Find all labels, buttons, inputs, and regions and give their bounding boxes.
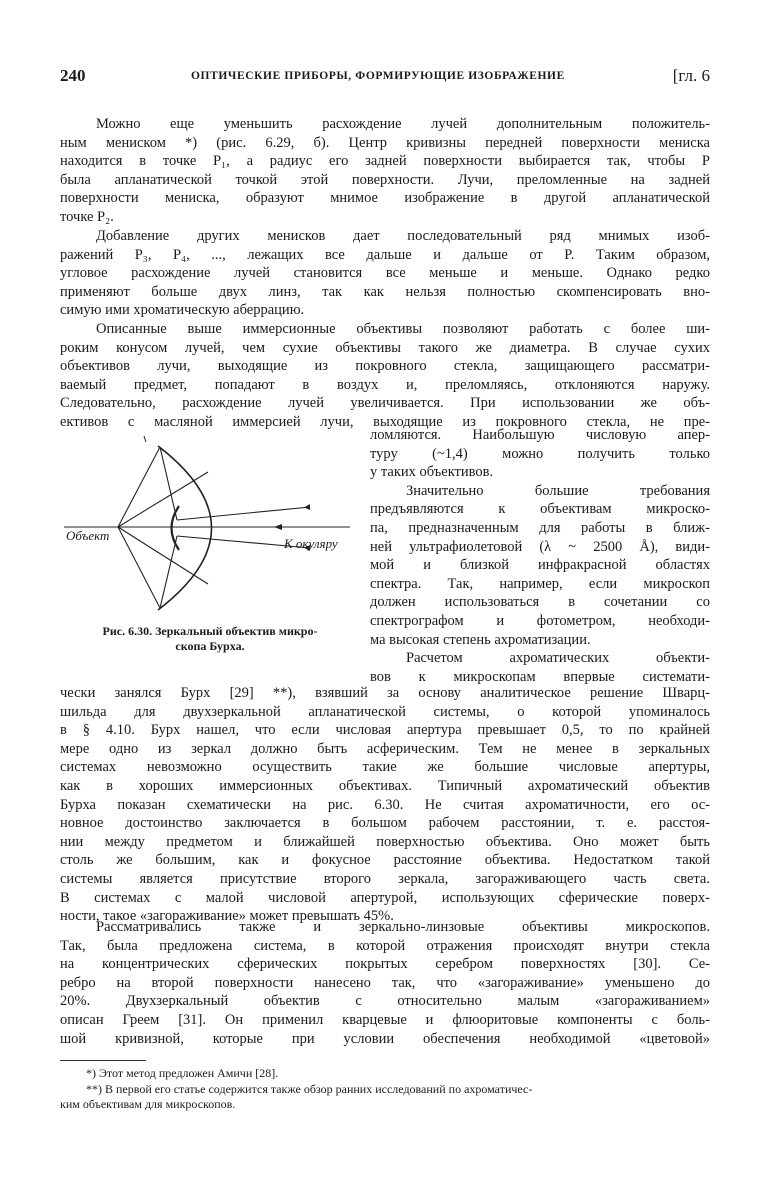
text-line: поверхности мениска, образуют мнимое изображение в другой апланатической — [60, 190, 710, 207]
footnote-2-cont: ким объективам для микроскопов. — [60, 1097, 236, 1111]
footnote-2: **) В первой его статье содержится также обзор ранних исследований по ахроматичес- — [86, 1081, 533, 1096]
text-line: системы является присутствие второго зеркала, загораживающего часть света. — [60, 870, 710, 887]
chapter-marker: [гл. 6 — [672, 66, 710, 85]
text-line: спектрографом и фотометром, необходи- — [370, 612, 710, 629]
text-line: в § 4.10. Бурх нашел, что если числовая апертура превышает 0,5, то по крайней — [60, 722, 710, 739]
text-line: В системах с малой числовой апертурой, использующих сферические поверх- — [60, 889, 710, 906]
text-line: шой кривизной, которые при условии обеспечения необходимой «цветовой» — [60, 1030, 710, 1047]
figure-6-30 — [60, 432, 360, 622]
text-line: Значительно большие требования — [406, 482, 710, 499]
text-line: находится в точке P₁, а радиус его задней поверхности выбирается так, чтобы P — [60, 153, 710, 170]
text-line: спектра. Так, например, если микроскоп — [370, 575, 710, 592]
text-line: ражений P₃, P₄, ..., лежащих все дальше и дальше от P. Таким образом, — [60, 246, 710, 263]
text-line: ломляются. Наибольшую числовую апер- — [370, 427, 710, 443]
text-line: столь же большим, как и фокусное расстояние объектива. Недостатком такой — [60, 852, 710, 869]
text-line: Бурха показан схематически на рис. 6.30. Не считая ахроматичности, его ос- — [60, 796, 710, 813]
text-line: должен использоваться в сочетании со — [370, 594, 710, 611]
page-number: 240 — [60, 66, 86, 85]
text-line: Описанные выше иммерсионные объективы позволяют работать с более ши- — [96, 321, 710, 337]
text-line: 20%. Двухзеркальный объектив с относительно малым «загораживанием» — [60, 993, 710, 1010]
text-line: объективов лучи, выходящие из покровного стекла, защищающего рассматри- — [60, 358, 710, 375]
text-line: ности, такое «загораживание» может превышать 45%. — [60, 908, 394, 925]
burch-objective-diagram — [60, 432, 360, 622]
text-line: была апланатической точкой этой поверхности. Лучи, преломленные на задней — [60, 171, 710, 188]
running-header — [60, 66, 710, 92]
text-line: новное достоинство заключается в большом рабочем расстоянии, т. е. расстоя- — [60, 815, 710, 832]
label-object: Объект — [66, 528, 110, 543]
text-line: туру (~1,4) можно получить только — [370, 445, 710, 462]
text-line: ребро на второй поверхности нанесено так, что «загораживание» уменьшено до — [60, 974, 710, 991]
text-line: ным мениском *) (рис. 6.29, б). Центр кривизны передней поверхности мениска — [60, 134, 710, 151]
figure-caption — [60, 624, 360, 654]
text-line: ективов с масляной иммерсией лучи, выходящие из покровного стекла, не пре- — [60, 413, 710, 430]
text-line: ней ультрафиолетовой (λ ~ 2500 Å), види- — [370, 538, 710, 555]
text-line: как в хороших иммерсионных объективах. Типичный ахроматический объектив — [60, 777, 710, 794]
text-line: Рассматривались также и зеркально-линзовые объективы микроскопов. — [96, 919, 710, 935]
text-line: Можно еще уменьшить расхождение лучей дополнительным положитель- — [96, 116, 710, 132]
text-line: точке P₂. — [60, 208, 114, 225]
text-line: мере одно из зеркал должно быть асферическим. Тем не менее в зеркальных — [60, 740, 710, 757]
text-line: Расчетом ахроматических объекти- — [406, 650, 710, 667]
text-line: угловое расхождение лучей становится все меньше и меньше. Однако редко — [60, 265, 710, 282]
text-line: па, предназначенным для работы в ближ- — [370, 519, 710, 536]
caption-line: Рис. 6.30. Зеркальный объектив микро- — [102, 624, 318, 638]
text-line: предъявляются к объективам микроско- — [370, 501, 710, 518]
text-line: чески занялся Бурх [29] **), взявший за основу аналитическое решение Шварц- — [60, 685, 710, 701]
text-line: системах невозможно осуществить такие же большие числовые апертуры, — [60, 759, 710, 776]
text-line: ваемый предмет, попадают в воздух и, преломляясь, отклоняются наружу. — [60, 376, 710, 393]
text-line: на концентрических сферических покрытых серебром поверхностях [30]. Се- — [60, 956, 710, 973]
footnote-1: *) Этот метод предложен Амичи [28]. — [86, 1066, 279, 1080]
text-line: Следовательно, расхождение лучей увеличивается. При использовании же объ- — [60, 395, 710, 412]
arrow-to-eyepiece-icon — [274, 524, 282, 530]
footnotes — [60, 1066, 710, 1113]
label-to-eyepiece: К окуляру — [284, 536, 338, 551]
wrapped-text-column — [370, 426, 710, 686]
paragraph-additional-menisci — [60, 227, 710, 320]
text-line: у таких объективов. — [370, 464, 494, 481]
text-line: ма высокая степень ахроматизации. — [370, 631, 591, 648]
text-line: роким конусом лучей, чем сухие объективы такого же диаметра. В случае сухих — [60, 339, 710, 356]
paragraph-meniscus — [60, 115, 710, 227]
text-line: вов к микроскопам впервые системати- — [370, 668, 710, 685]
text-line: нии между предметом и ближайшей поверхностью объектива. Оно может быть — [60, 833, 710, 850]
footnote-divider — [60, 1060, 146, 1061]
text-line: описан Греем [31]. Он применил кварцевые и флюоритовые компоненты с боль- — [60, 1011, 710, 1028]
text-line: шильда для двухзеркальной апланатической системы, о которой упоминалось — [60, 703, 710, 720]
paragraph-immersion-objectives — [60, 320, 710, 432]
text-line: применяют больше двух линз, так как нельзя полностью скомпенсировать вно- — [60, 283, 710, 300]
text-line: симую ими хроматическую аберрацию. — [60, 302, 305, 319]
paragraph-mirror-lens — [60, 918, 710, 1048]
text-line: мой и близкой инфракрасной областях — [370, 557, 710, 574]
caption-line: скопа Бурха. — [175, 639, 245, 653]
paragraph-burch — [60, 684, 710, 926]
text-line: Добавление других менисков дает последовательный ряд мнимых изоб- — [96, 228, 710, 244]
running-title: ОПТИЧЕСКИЕ ПРИБОРЫ, ФОРМИРУЮЩИЕ ИЗОБРАЖЕНИЕ — [191, 70, 565, 82]
text-line: Так, была предложена система, в которой отражения происходят внутри стекла — [60, 937, 710, 954]
